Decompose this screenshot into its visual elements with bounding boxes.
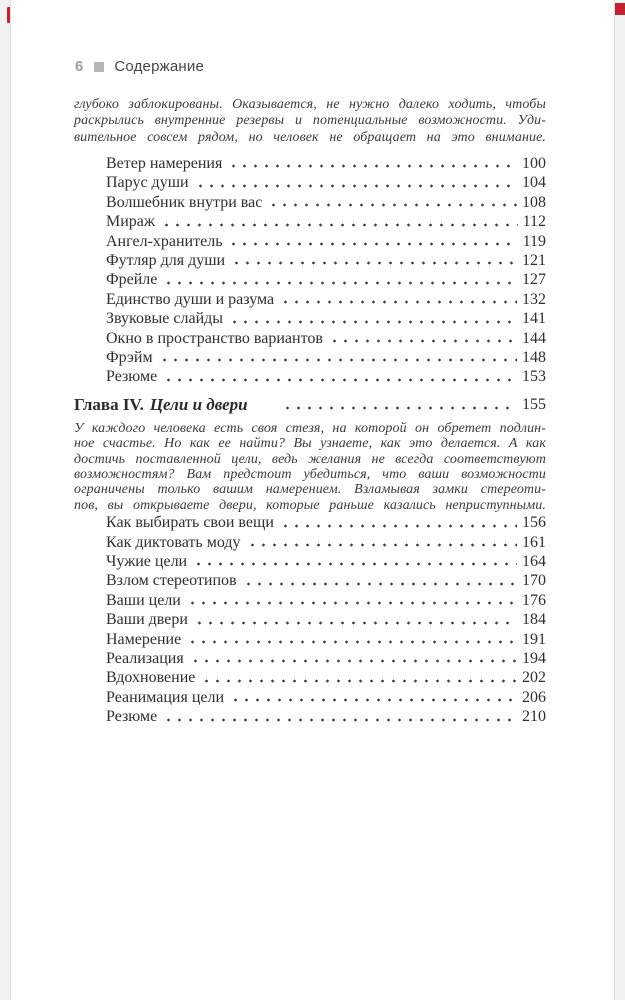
chapter-label: Глава IV. xyxy=(74,394,144,414)
toc-entry xyxy=(106,591,546,610)
toc-entry-page: 176 xyxy=(522,591,546,609)
toc-entry xyxy=(106,154,546,173)
toc-entry xyxy=(106,290,546,309)
toc-entry-title: Ангел-хранитель xyxy=(106,232,223,250)
toc-entry xyxy=(106,571,546,590)
page-content xyxy=(74,97,546,727)
toc-entry-page: 170 xyxy=(522,572,546,590)
toc-entry-page: 121 xyxy=(522,251,546,269)
toc-entry-title: Фрэйм xyxy=(106,348,153,366)
toc-entry-title: Реанимация цели xyxy=(106,688,225,706)
toc-entry-title: Резюме xyxy=(106,368,158,386)
toc-entry xyxy=(106,610,546,629)
toc-entry-title: Взлом стереотипов xyxy=(106,572,237,590)
toc-entry xyxy=(106,688,546,707)
toc-entry-page: 184 xyxy=(522,611,546,629)
header-page-number: 6 xyxy=(75,58,84,75)
dot-leader xyxy=(190,649,517,668)
paragraph-line: вительное совсем рядом, но человек не обращает на это внимание. xyxy=(74,129,546,145)
toc-entry-page: 144 xyxy=(522,329,546,347)
toc-entry xyxy=(106,552,546,571)
square-bullet-icon xyxy=(94,62,104,72)
chapter-page: 155 xyxy=(522,395,546,413)
toc-entry xyxy=(106,329,546,348)
toc-entry-title: Окно в пространство вариантов xyxy=(106,329,323,347)
toc-entry xyxy=(106,251,546,270)
toc-entry-title: Фрейле xyxy=(106,271,158,289)
toc-entry xyxy=(106,232,546,251)
toc-entry-title: Единство души и разума xyxy=(106,290,275,308)
dot-leader xyxy=(201,669,517,688)
dot-leader xyxy=(228,232,517,251)
toc-entry-page: 164 xyxy=(522,553,546,571)
paragraph-line: У каждого человека есть своя стезя, на которой он обретет подлин- xyxy=(74,420,546,436)
toc-entry-title: Ветер намерения xyxy=(106,154,223,172)
toc-entry-title: Футляр для души xyxy=(106,251,226,269)
toc-list-chapter-4 xyxy=(74,513,546,726)
toc-entry-page: 210 xyxy=(522,708,546,726)
book-page xyxy=(10,0,615,1000)
toc-entry-page: 191 xyxy=(522,630,546,648)
dot-leader xyxy=(187,591,517,610)
chapter-4-heading xyxy=(74,394,546,416)
dot-leader xyxy=(230,688,517,707)
toc-entry-title: Вдохновение xyxy=(106,669,196,687)
dot-leader xyxy=(159,348,517,367)
toc-entry-title: Как диктовать моду xyxy=(106,533,241,551)
toc-entry xyxy=(106,367,546,386)
paragraph-line: достичь поставленной цели, ведь желания не всегда соответствуют xyxy=(74,451,546,467)
toc-entry xyxy=(106,193,546,212)
toc-entry-page: 112 xyxy=(522,213,546,231)
dot-leader xyxy=(195,174,517,193)
toc-entry xyxy=(106,212,546,231)
toc-entry-page: 148 xyxy=(522,348,546,366)
toc-entry-title: Волшебник внутри вас xyxy=(106,193,263,211)
toc-entry-page: 194 xyxy=(522,650,546,668)
toc-entry-title: Резюме xyxy=(106,708,158,726)
toc-entry-page: 127 xyxy=(522,271,546,289)
toc-entry-title: Реализация xyxy=(106,650,184,668)
toc-entry-page: 132 xyxy=(522,290,546,308)
toc-entry xyxy=(106,649,546,668)
toc-entry xyxy=(106,270,546,289)
toc-entry-title: Ваши цели xyxy=(106,591,181,609)
paragraph-line: возможностям? Вам предстоит убедиться, что ваши возможности xyxy=(74,466,546,482)
dot-leader xyxy=(161,213,518,232)
dot-leader xyxy=(163,708,517,727)
dot-leader xyxy=(187,630,517,649)
toc-entry-title: Ваши двери xyxy=(106,611,188,629)
toc-entry-page: 141 xyxy=(522,310,546,328)
toc-entry-title: Как выбирать свои вещи xyxy=(106,514,274,532)
dot-leader xyxy=(282,396,517,416)
chapter-title: Цели и двери xyxy=(149,394,248,414)
dot-leader xyxy=(229,310,517,329)
toc-entry xyxy=(106,533,546,552)
toc-entry-page: 156 xyxy=(522,514,546,532)
dot-leader xyxy=(243,572,517,591)
toc-entry-page: 153 xyxy=(522,368,546,386)
toc-entry xyxy=(106,348,546,367)
toc-entry xyxy=(106,173,546,192)
toc-entry xyxy=(106,707,546,726)
dot-leader xyxy=(247,533,517,552)
dot-leader xyxy=(268,193,517,212)
toc-entry-page: 119 xyxy=(522,232,546,250)
dot-leader xyxy=(231,251,517,270)
dot-leader xyxy=(193,552,517,571)
toc-entry xyxy=(106,309,546,328)
dot-leader xyxy=(194,611,517,630)
chapter-4-summary xyxy=(74,421,546,513)
toc-entry-title: Намерение xyxy=(106,630,182,648)
intro-paragraph xyxy=(74,97,546,146)
toc-entry-title: Звуковые слайды xyxy=(106,310,224,328)
paragraph-line: раскрылись внутренние резервы и потенциальные возможности. Уди- xyxy=(74,113,546,129)
toc-entry xyxy=(106,668,546,687)
dot-leader xyxy=(280,290,517,309)
toc-entry-page: 161 xyxy=(522,533,546,551)
toc-entry-page: 104 xyxy=(522,174,546,192)
toc-entry-title: Парус души xyxy=(106,174,189,192)
toc-entry-title: Чужие цели xyxy=(106,553,188,571)
toc-entry-page: 202 xyxy=(522,669,546,687)
dot-leader xyxy=(329,329,517,348)
paragraph-line: глубоко заблокированы. Оказывается, не нужно далеко ходить, чтобы xyxy=(74,97,546,112)
toc-entry xyxy=(106,513,546,532)
dot-leader xyxy=(280,514,517,533)
toc-entry-page: 100 xyxy=(522,154,546,172)
dot-leader xyxy=(163,368,517,387)
toc-entry-page: 108 xyxy=(522,193,546,211)
dot-leader xyxy=(163,271,517,290)
toc-entry-title: Мираж xyxy=(106,213,155,231)
toc-entry-page: 206 xyxy=(522,688,546,706)
dot-leader xyxy=(228,154,517,173)
paragraph-line: ограничены только вашим намерением. Взламывая замки стереоти- xyxy=(74,482,546,498)
paragraph-line: пов, вы открываете двери, которые раньше казались неприступными. xyxy=(74,497,546,513)
paragraph-line: ное счастье. Но как ее найти? Вы узнаете, как это делается. А как xyxy=(74,436,546,452)
toc-entry xyxy=(106,630,546,649)
running-header xyxy=(75,0,614,75)
toc-list-chapter-3 xyxy=(74,154,546,387)
header-title: Содержание xyxy=(114,58,205,75)
